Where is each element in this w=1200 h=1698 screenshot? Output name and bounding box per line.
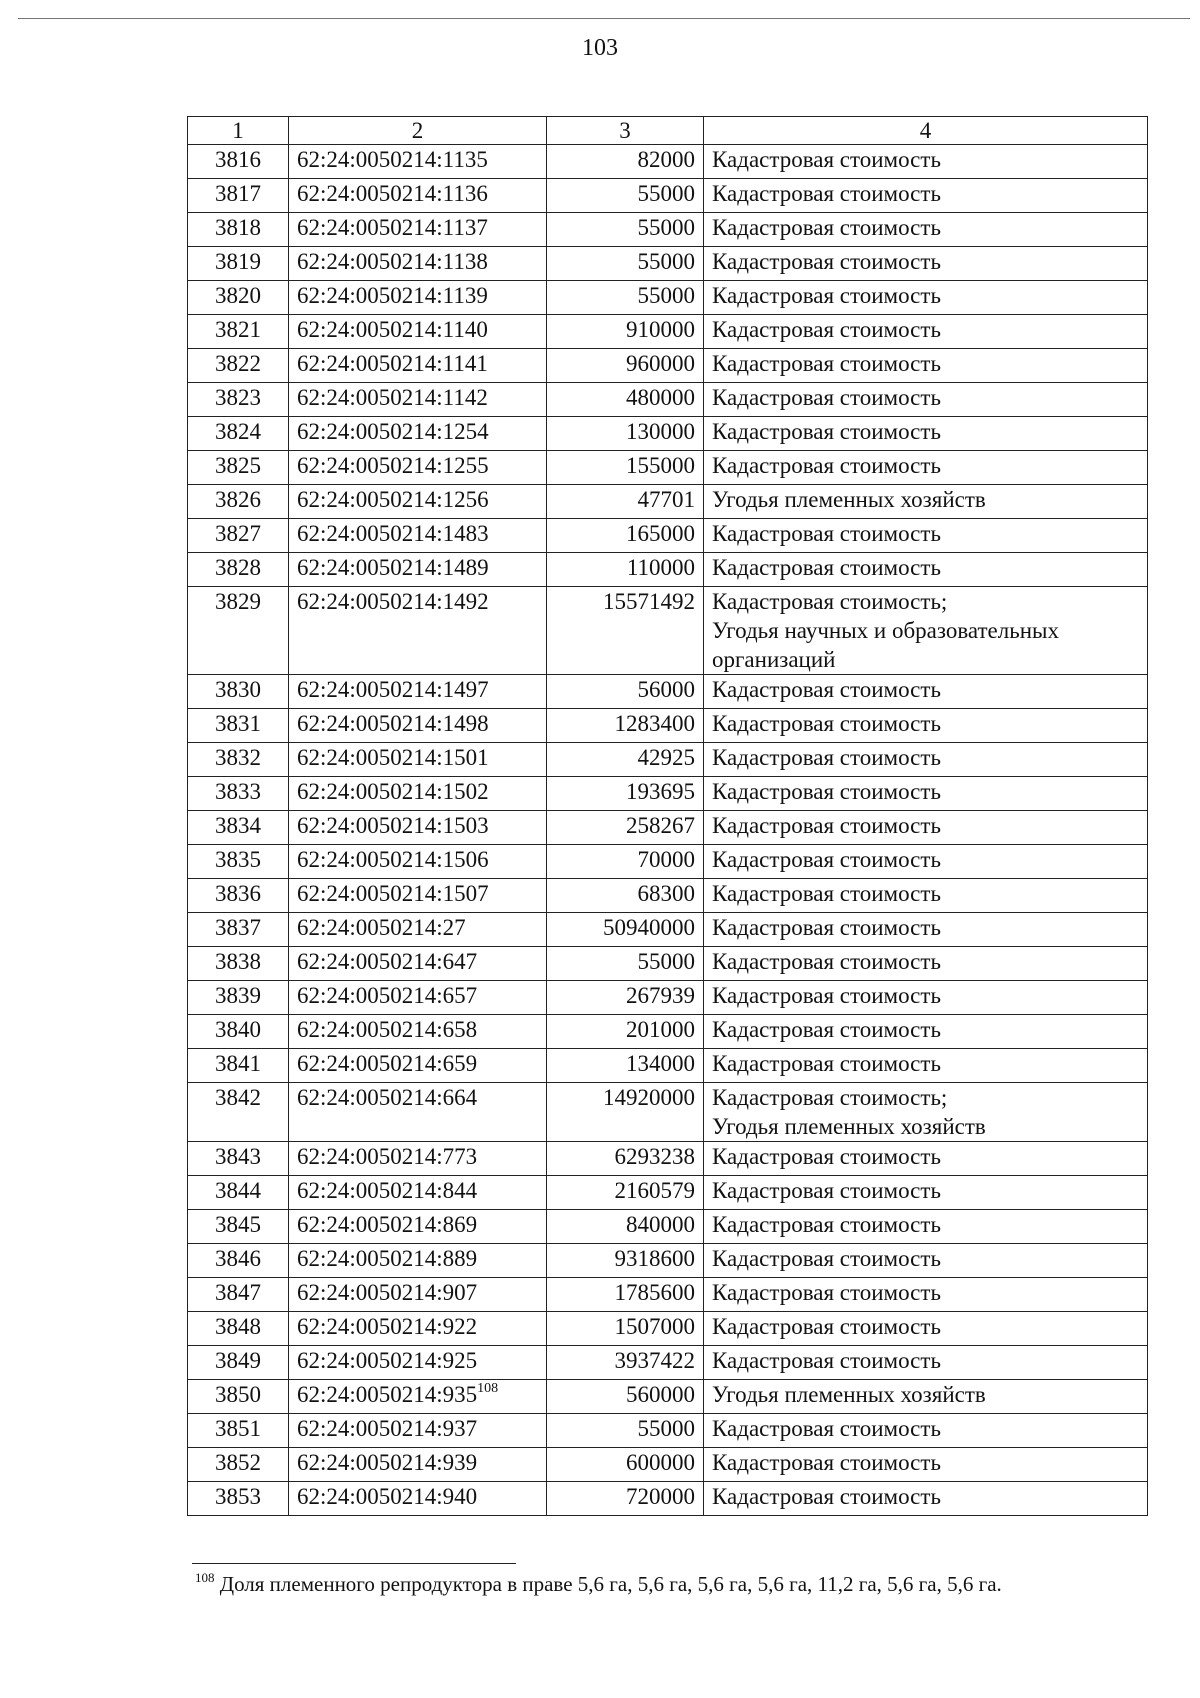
description-line: Кадастровая стоимость; [712, 589, 948, 614]
description-cell [704, 675, 1148, 709]
cadastral-number-cell [289, 709, 547, 743]
value-cell: 130000 [547, 417, 704, 451]
table-row [188, 1278, 1148, 1312]
row-number: 3821 [188, 315, 289, 349]
value-cell: 560000 [547, 1380, 704, 1414]
cadastral-number: 62:24:0050214:1507 [297, 881, 489, 906]
row-number: 3819 [188, 247, 289, 281]
description-line: Кадастровая стоимость [712, 1178, 941, 1203]
cadastral-number-cell [289, 1278, 547, 1312]
column-header-2: 2 [289, 117, 547, 145]
value-cell: 56000 [547, 675, 704, 709]
row-number: 3844 [188, 1176, 289, 1210]
description-cell [704, 1176, 1148, 1210]
description-cell [704, 1346, 1148, 1380]
description-line: Кадастровая стоимость [712, 1280, 941, 1305]
value-cell: 6293238 [547, 1142, 704, 1176]
cadastral-number-cell [289, 281, 547, 315]
cadastral-number: 62:24:0050214:1255 [297, 453, 489, 478]
row-number: 3817 [188, 179, 289, 213]
cadastral-number-cell [289, 981, 547, 1015]
description-line: Угодья научных и образовательных [712, 618, 1059, 643]
value-cell: 1507000 [547, 1312, 704, 1346]
value-cell: 82000 [547, 145, 704, 179]
cadastral-number: 62:24:0050214:1503 [297, 813, 489, 838]
cadastral-number-cell [289, 1210, 547, 1244]
table-row [188, 1244, 1148, 1278]
description-line: Кадастровая стоимость; [712, 1085, 948, 1110]
description-line: Кадастровая стоимость [712, 351, 941, 376]
cadastral-number-cell [289, 879, 547, 913]
description-cell [704, 281, 1148, 315]
cadastral-number-cell [289, 179, 547, 213]
value-cell: 960000 [547, 349, 704, 383]
description-line: Кадастровая стоимость [712, 215, 941, 240]
row-number: 3826 [188, 485, 289, 519]
row-number: 3824 [188, 417, 289, 451]
row-number: 3835 [188, 845, 289, 879]
description-line: Кадастровая стоимость [712, 847, 941, 872]
table-row [188, 179, 1148, 213]
table-row [188, 981, 1148, 1015]
description-line: Кадастровая стоимость [712, 555, 941, 580]
cadastral-number: 62:24:0050214:27 [297, 915, 466, 940]
value-cell: 55000 [547, 947, 704, 981]
description-cell [704, 1448, 1148, 1482]
description-cell [704, 709, 1148, 743]
value-cell: 267939 [547, 981, 704, 1015]
cadastral-number: 62:24:0050214:1139 [297, 283, 488, 308]
description-cell [704, 553, 1148, 587]
cadastral-number-cell [289, 417, 547, 451]
cadastral-number: 62:24:0050214:1492 [297, 589, 489, 614]
cadastral-number: 62:24:0050214:657 [297, 983, 478, 1008]
cadastral-number: 62:24:0050214:1506 [297, 847, 489, 872]
row-number: 3842 [188, 1083, 289, 1142]
footnote [195, 1572, 1002, 1597]
row-number: 3853 [188, 1482, 289, 1516]
table-row [188, 553, 1148, 587]
cadastral-number: 62:24:0050214:1501 [297, 745, 489, 770]
description-cell [704, 1142, 1148, 1176]
description-cell [704, 1380, 1148, 1414]
cadastral-number-cell [289, 1244, 547, 1278]
description-cell [704, 879, 1148, 913]
row-number: 3833 [188, 777, 289, 811]
row-number: 3839 [188, 981, 289, 1015]
cadastral-number: 62:24:0050214:1256 [297, 487, 489, 512]
table-row [188, 1380, 1148, 1414]
description-line: Кадастровая стоимость [712, 1246, 941, 1271]
description-line: Кадастровая стоимость [712, 1051, 941, 1076]
row-number: 3827 [188, 519, 289, 553]
row-number: 3838 [188, 947, 289, 981]
description-line: организаций [712, 647, 836, 672]
description-cell [704, 845, 1148, 879]
table-row [188, 349, 1148, 383]
footnote-reference: 108 [477, 1381, 499, 1396]
description-line: Кадастровая стоимость [712, 521, 941, 546]
row-number: 3847 [188, 1278, 289, 1312]
column-header-4: 4 [704, 117, 1148, 145]
table-row [188, 777, 1148, 811]
description-cell [704, 913, 1148, 947]
cadastral-number: 62:24:0050214:939 [297, 1450, 478, 1475]
cadastral-number-cell [289, 349, 547, 383]
table-row [188, 417, 1148, 451]
description-line: Кадастровая стоимость [712, 915, 941, 940]
row-number: 3852 [188, 1448, 289, 1482]
table-row [188, 1083, 1148, 1142]
table-row [188, 1346, 1148, 1380]
description-line: Кадастровая стоимость [712, 949, 941, 974]
description-cell [704, 145, 1148, 179]
table-row [188, 1482, 1148, 1516]
cadastral-number-cell [289, 553, 547, 587]
description-cell [704, 947, 1148, 981]
description-line: Кадастровая стоимость [712, 1017, 941, 1042]
value-cell: 55000 [547, 179, 704, 213]
value-cell: 1785600 [547, 1278, 704, 1312]
cadastral-number-cell [289, 145, 547, 179]
table-row [188, 1312, 1148, 1346]
description-cell [704, 315, 1148, 349]
description-cell [704, 1015, 1148, 1049]
table-row [188, 485, 1148, 519]
cadastral-number-cell [289, 1015, 547, 1049]
cadastral-number-cell [289, 845, 547, 879]
row-number: 3822 [188, 349, 289, 383]
value-cell: 165000 [547, 519, 704, 553]
table-row [188, 743, 1148, 777]
cadastral-number-cell [289, 1142, 547, 1176]
description-line: Кадастровая стоимость [712, 677, 941, 702]
cadastral-number-cell [289, 213, 547, 247]
column-header-1: 1 [188, 117, 289, 145]
value-cell: 1283400 [547, 709, 704, 743]
table-row [188, 947, 1148, 981]
description-line: Угодья племенных хозяйств [712, 1114, 986, 1139]
table-row [188, 1210, 1148, 1244]
cadastral-number: 62:24:0050214:1254 [297, 419, 489, 444]
cadastral-number-cell [289, 1448, 547, 1482]
footnote-text: Доля племенного репродуктора в праве 5,6 га, 5,6 га, 5,6 га, 5,6 га, 11,2 га, 5,6 га, 5,6 га. [219, 1572, 1002, 1596]
footnote-mark: 108 [195, 1570, 215, 1585]
cadastral-number: 62:24:0050214:1137 [297, 215, 488, 240]
description-line: Угодья племенных хозяйств [712, 1382, 986, 1407]
cadastral-number: 62:24:0050214:940 [297, 1484, 478, 1509]
cadastral-table [187, 116, 1148, 1516]
cadastral-number: 62:24:0050214:1138 [297, 249, 488, 274]
cadastral-number: 62:24:0050214:1483 [297, 521, 489, 546]
value-cell: 720000 [547, 1482, 704, 1516]
row-number: 3843 [188, 1142, 289, 1176]
cadastral-number: 62:24:0050214:937 [297, 1416, 478, 1441]
table-body [188, 145, 1148, 1516]
cadastral-number: 62:24:0050214:664 [297, 1085, 478, 1110]
cadastral-number: 62:24:0050214:922 [297, 1314, 478, 1339]
cadastral-number: 62:24:0050214:1502 [297, 779, 489, 804]
value-cell: 600000 [547, 1448, 704, 1482]
cadastral-number-cell [289, 777, 547, 811]
cadastral-number: 62:24:0050214:1497 [297, 677, 489, 702]
cadastral-number-cell [289, 315, 547, 349]
table-row [188, 675, 1148, 709]
column-header-3: 3 [547, 117, 704, 145]
value-cell: 55000 [547, 213, 704, 247]
cadastral-number: 62:24:0050214:889 [297, 1246, 478, 1271]
value-cell: 55000 [547, 281, 704, 315]
value-cell: 55000 [547, 1414, 704, 1448]
cadastral-number: 62:24:0050214:1142 [297, 385, 488, 410]
cadastral-number-cell [289, 947, 547, 981]
description-cell [704, 1482, 1148, 1516]
description-line: Кадастровая стоимость [712, 813, 941, 838]
table-row [188, 145, 1148, 179]
page-top-border [18, 18, 1190, 19]
description-line: Кадастровая стоимость [712, 1314, 941, 1339]
value-cell: 55000 [547, 247, 704, 281]
value-cell: 110000 [547, 553, 704, 587]
description-line: Кадастровая стоимость [712, 453, 941, 478]
description-line: Кадастровая стоимость [712, 1416, 941, 1441]
description-cell [704, 1049, 1148, 1083]
value-cell: 910000 [547, 315, 704, 349]
page-number: 103 [582, 35, 618, 61]
description-cell [704, 1312, 1148, 1346]
cadastral-number-cell [289, 1414, 547, 1448]
cadastral-number-cell [289, 913, 547, 947]
description-line: Кадастровая стоимость [712, 779, 941, 804]
value-cell: 15571492 [547, 587, 704, 675]
cadastral-number-cell [289, 587, 547, 675]
cadastral-number: 62:24:0050214:658 [297, 1017, 478, 1042]
cadastral-number-cell [289, 1482, 547, 1516]
value-cell: 50940000 [547, 913, 704, 947]
row-number: 3828 [188, 553, 289, 587]
description-line: Кадастровая стоимость [712, 1484, 941, 1509]
cadastral-number-cell [289, 1176, 547, 1210]
description-line: Кадастровая стоимость [712, 983, 941, 1008]
description-cell [704, 417, 1148, 451]
table-row [188, 1142, 1148, 1176]
row-number: 3816 [188, 145, 289, 179]
value-cell: 258267 [547, 811, 704, 845]
cadastral-number-cell [289, 519, 547, 553]
description-line: Кадастровая стоимость [712, 1450, 941, 1475]
row-number: 3849 [188, 1346, 289, 1380]
description-line: Кадастровая стоимость [712, 1348, 941, 1373]
description-cell [704, 1278, 1148, 1312]
value-cell: 14920000 [547, 1083, 704, 1142]
cadastral-number-cell [289, 1083, 547, 1142]
row-number: 3837 [188, 913, 289, 947]
cadastral-number-cell [289, 1049, 547, 1083]
cadastral-number: 62:24:0050214:1136 [297, 181, 488, 206]
cadastral-number: 62:24:0050214:1141 [297, 351, 488, 376]
description-line: Кадастровая стоимость [712, 249, 941, 274]
table-row [188, 451, 1148, 485]
description-cell [704, 179, 1148, 213]
value-cell: 201000 [547, 1015, 704, 1049]
table-row [188, 281, 1148, 315]
description-line: Кадастровая стоимость [712, 419, 941, 444]
row-number: 3840 [188, 1015, 289, 1049]
description-cell [704, 485, 1148, 519]
row-number: 3830 [188, 675, 289, 709]
cadastral-number: 62:24:0050214:907 [297, 1280, 478, 1305]
value-cell: 193695 [547, 777, 704, 811]
description-cell [704, 1083, 1148, 1142]
table-row [188, 879, 1148, 913]
description-cell [704, 213, 1148, 247]
row-number: 3823 [188, 383, 289, 417]
value-cell: 2160579 [547, 1176, 704, 1210]
table-row [188, 1015, 1148, 1049]
row-number: 3845 [188, 1210, 289, 1244]
description-line: Кадастровая стоимость [712, 711, 941, 736]
description-line: Кадастровая стоимость [712, 1212, 941, 1237]
table-row [188, 913, 1148, 947]
row-number: 3825 [188, 451, 289, 485]
value-cell: 134000 [547, 1049, 704, 1083]
cadastral-number-cell [289, 383, 547, 417]
table-row [188, 383, 1148, 417]
cadastral-number-cell [289, 485, 547, 519]
table-row [188, 587, 1148, 675]
cadastral-number: 62:24:0050214:1140 [297, 317, 488, 342]
description-line: Кадастровая стоимость [712, 881, 941, 906]
description-line: Кадастровая стоимость [712, 745, 941, 770]
description-cell [704, 383, 1148, 417]
row-number: 3832 [188, 743, 289, 777]
cadastral-number: 62:24:0050214:1498 [297, 711, 489, 736]
description-cell [704, 743, 1148, 777]
row-number: 3846 [188, 1244, 289, 1278]
row-number: 3848 [188, 1312, 289, 1346]
value-cell: 70000 [547, 845, 704, 879]
row-number: 3818 [188, 213, 289, 247]
cadastral-number: 62:24:0050214:659 [297, 1051, 478, 1076]
value-cell: 840000 [547, 1210, 704, 1244]
value-cell: 480000 [547, 383, 704, 417]
description-line: Кадастровая стоимость [712, 317, 941, 342]
description-cell [704, 811, 1148, 845]
description-line: Кадастровая стоимость [712, 385, 941, 410]
cadastral-number: 62:24:0050214:1489 [297, 555, 489, 580]
row-number: 3841 [188, 1049, 289, 1083]
table-row [188, 1176, 1148, 1210]
cadastral-number-cell [289, 247, 547, 281]
row-number: 3834 [188, 811, 289, 845]
description-cell [704, 1414, 1148, 1448]
cadastral-number: 62:24:0050214:1135 [297, 147, 488, 172]
cadastral-number-cell [289, 451, 547, 485]
table-row [188, 845, 1148, 879]
description-cell [704, 1244, 1148, 1278]
description-cell [704, 981, 1148, 1015]
description-cell [704, 349, 1148, 383]
cadastral-number-cell [289, 1380, 547, 1414]
description-cell [704, 519, 1148, 553]
cadastral-number-cell [289, 743, 547, 777]
value-cell: 9318600 [547, 1244, 704, 1278]
table-header-row [188, 117, 1148, 145]
cadastral-number: 62:24:0050214:647 [297, 949, 478, 974]
description-line: Кадастровая стоимость [712, 283, 941, 308]
cadastral-number-cell [289, 1312, 547, 1346]
row-number: 3836 [188, 879, 289, 913]
description-line: Угодья племенных хозяйств [712, 487, 986, 512]
cadastral-number: 62:24:0050214:869 [297, 1212, 478, 1237]
description-cell [704, 587, 1148, 675]
description-line: Кадастровая стоимость [712, 181, 941, 206]
value-cell: 3937422 [547, 1346, 704, 1380]
table-row [188, 811, 1148, 845]
row-number: 3829 [188, 587, 289, 675]
description-cell [704, 1210, 1148, 1244]
cadastral-number-cell [289, 1346, 547, 1380]
table-row [188, 247, 1148, 281]
table-row [188, 1448, 1148, 1482]
description-cell [704, 451, 1148, 485]
table-row [188, 1414, 1148, 1448]
row-number: 3820 [188, 281, 289, 315]
description-line: Кадастровая стоимость [712, 147, 941, 172]
row-number: 3831 [188, 709, 289, 743]
table-row [188, 1049, 1148, 1083]
description-cell [704, 247, 1148, 281]
cadastral-number-cell [289, 811, 547, 845]
description-cell [704, 777, 1148, 811]
table-row [188, 213, 1148, 247]
value-cell: 47701 [547, 485, 704, 519]
footnote-separator [192, 1563, 516, 1564]
row-number: 3851 [188, 1414, 289, 1448]
cadastral-number: 62:24:0050214:935 [297, 1382, 478, 1407]
table-row [188, 315, 1148, 349]
value-cell: 155000 [547, 451, 704, 485]
value-cell: 68300 [547, 879, 704, 913]
table-row [188, 709, 1148, 743]
description-line: Кадастровая стоимость [712, 1144, 941, 1169]
table-row [188, 519, 1148, 553]
cadastral-number-cell [289, 675, 547, 709]
row-number: 3850 [188, 1380, 289, 1414]
value-cell: 42925 [547, 743, 704, 777]
cadastral-number: 62:24:0050214:844 [297, 1178, 478, 1203]
cadastral-number: 62:24:0050214:925 [297, 1348, 478, 1373]
cadastral-number: 62:24:0050214:773 [297, 1144, 478, 1169]
